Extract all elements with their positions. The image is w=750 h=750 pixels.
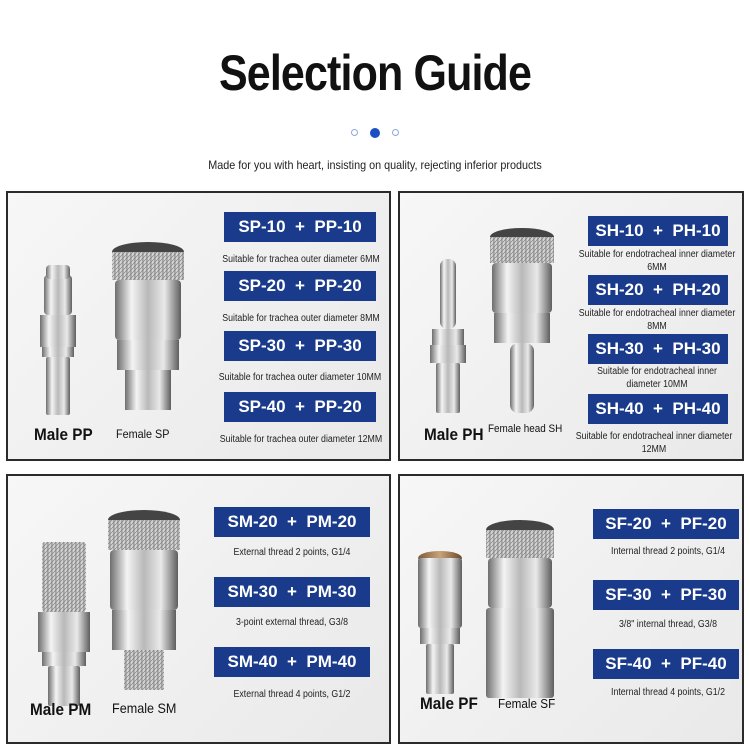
model-badge: SH-30 + PH-30: [588, 334, 728, 364]
female-label: Female SP: [116, 427, 170, 441]
model-badge: SH-10 + PH-10: [588, 216, 728, 246]
male-pf-icon: [412, 548, 472, 708]
model-badge: SF-40 + PF-40: [593, 649, 739, 679]
model-desc: Internal thread 4 points, G1/2: [611, 687, 725, 698]
model-desc: External thread 2 points, G1/4: [233, 547, 351, 558]
model-desc: Suitable for endotracheal inner diameter 10MM: [597, 366, 717, 390]
model-desc: Suitable for trachea outer diameter 6MM: [222, 254, 380, 265]
model-badge: SP-40 + PP-20: [224, 392, 376, 422]
panel-pm-sm: [6, 474, 391, 744]
female-sh-icon: [482, 223, 562, 423]
page-title: Selection Guide: [218, 45, 532, 101]
model-badge: SF-30 + PF-30: [593, 580, 739, 610]
model-badge: SP-30 + PP-30: [224, 331, 376, 361]
panel-pp-sp: [6, 191, 391, 461]
indicator-dot[interactable]: [351, 129, 358, 136]
model-badge: SF-20 + PF-20: [593, 509, 739, 539]
model-desc: Suitable for trachea outer diameter 8MM: [222, 313, 380, 324]
model-desc: Suitable for endotracheal inner diameter 6MM: [578, 249, 736, 273]
male-label: Male PM: [30, 700, 92, 719]
model-badge: SH-20 + PH-20: [588, 275, 728, 305]
female-label: Female SM: [112, 700, 177, 716]
page-subtitle: Made for you with heart, insisting on quality, rejecting inferior products: [208, 158, 542, 172]
model-badge: SP-10 + PP-10: [224, 212, 376, 242]
carousel-indicator: [0, 124, 750, 142]
model-badge: SP-20 + PP-20: [224, 271, 376, 301]
model-desc: Suitable for trachea outer diameter 10MM: [218, 372, 382, 383]
model-desc: 3-point external thread, G3/8: [235, 617, 349, 628]
male-label: Male PF: [420, 694, 478, 713]
male-label: Male PH: [424, 425, 484, 444]
model-badge: SH-40 + PH-40: [588, 394, 728, 424]
model-badge: SM-30 + PM-30: [214, 577, 370, 607]
male-pm-icon: [32, 534, 102, 714]
male-ph-icon: [424, 253, 474, 423]
model-desc: Internal thread 2 points, G1/4: [611, 546, 725, 557]
model-desc: 3/8" internal thread, G3/8: [618, 619, 718, 630]
female-label: Female SF: [498, 696, 556, 711]
female-label: Female head SH: [488, 423, 563, 435]
model-desc: Suitable for endotracheal inner diameter 12MM: [575, 431, 733, 455]
male-pp-icon: [28, 253, 98, 423]
panel-ph-sh: [398, 191, 744, 461]
panel-pf-sf: [398, 474, 744, 744]
indicator-dot-active[interactable]: [370, 128, 380, 138]
female-sp-icon: [103, 238, 193, 428]
model-badge: SM-20 + PM-20: [214, 507, 370, 537]
male-label: Male PP: [34, 425, 93, 444]
female-sm-icon: [98, 506, 190, 696]
model-desc: Suitable for endotracheal inner diameter 8MM: [578, 308, 736, 332]
model-badge: SM-40 + PM-40: [214, 647, 370, 677]
model-desc: External thread 4 points, G1/2: [233, 689, 351, 700]
model-desc: Suitable for trachea outer diameter 12MM: [219, 434, 383, 445]
female-sf-icon: [478, 516, 562, 706]
indicator-dot[interactable]: [392, 129, 399, 136]
